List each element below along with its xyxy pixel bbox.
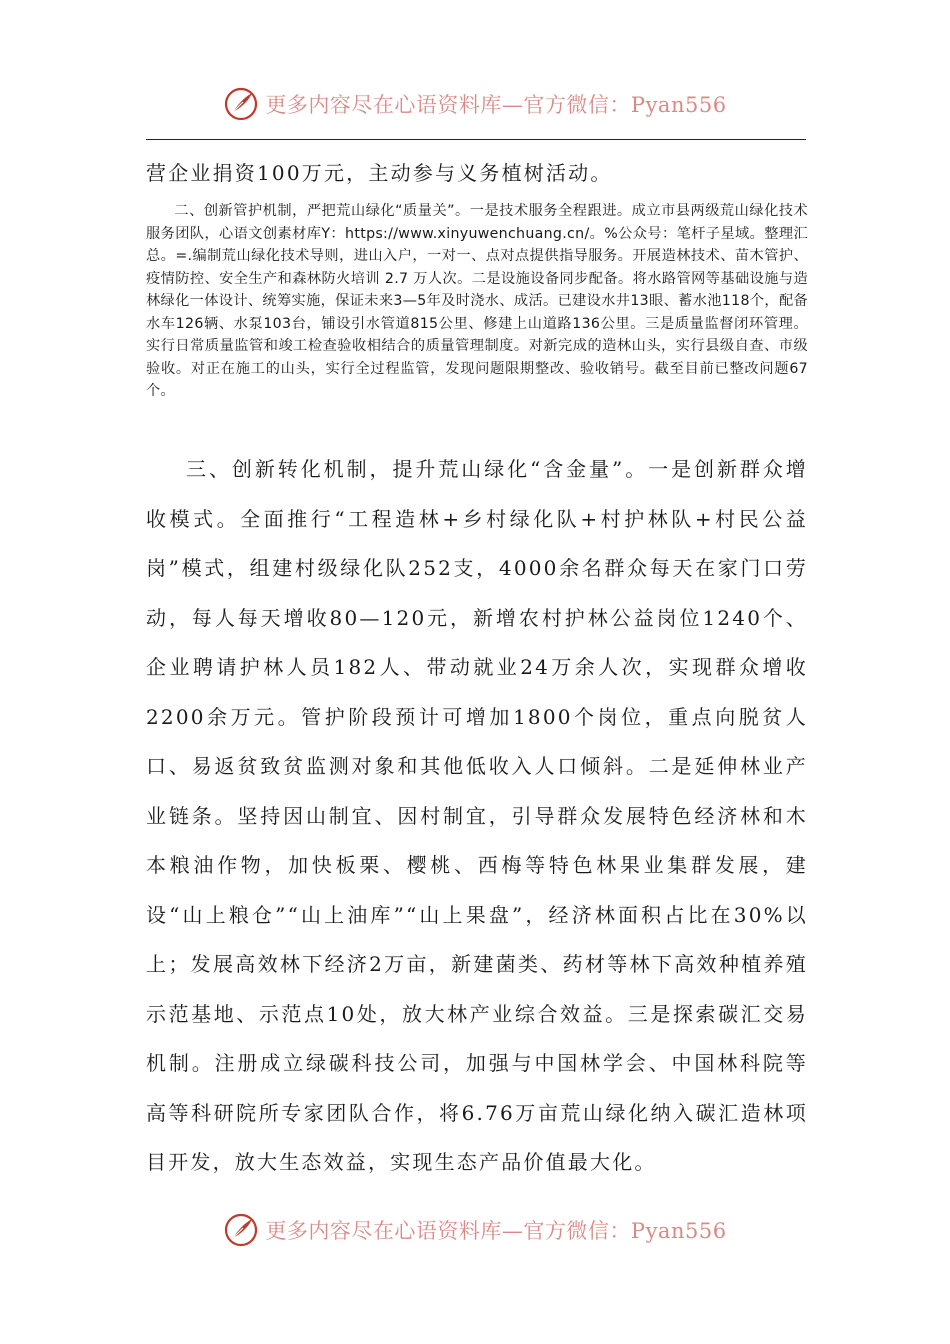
footer-banner — [0, 1208, 950, 1252]
header-divider — [146, 139, 806, 140]
paragraph-continuation — [146, 149, 808, 199]
paragraph-section-3-container — [146, 445, 808, 1188]
paragraph-section-2-container — [146, 200, 808, 403]
feather-pen-logo-icon — [223, 1212, 259, 1248]
paragraph-section-3: 三、创新转化机制，提升荒山绿化“含金量”。一是创新群众增收模式。全面推行“工程造林+乡村绿化队+村护林队+村民公益岗”模式，组建村级绿化队252支，4000余名群众每天在家门口劳动，每人每天增收80—120元，新增农村护林公益岗位1240个、企业聘请护林人员182人、带动就业24万余人次，实现群众增收2200余万元。管护阶段预计可增加1800个岗位，重点向脱贫人口、易返贫致贫监测对象和其他低收入人口倾斜。二是延伸林业产业链条。坚持因山制宜、因村制宜，引导群众发展特色经济林和木本粮油作物，加快板栗、樱桃、西梅等特色林果业集群发展，建设“山上粮仓”“山上油库”“山上果盘”，经济林面积占比在30%以上；发展高效林下经济2万亩，新建菌类、药材等林下高效种植养殖示范基地、示范点10处，放大林产业综合效益。三是探索碳汇交易机制。注册成立绿碳科技公司，加强与中国林学会、中国林科院等高等科研院所专家团队合作，将6.76万亩荒山绿化纳入碳汇造林项目开发，放大生态效益，实现生态产品价值最大化。 — [146, 457, 808, 1174]
paragraph-0: 营企业捐资100万元，主动参与义务植树活动。 — [146, 161, 613, 185]
footer-banner-text: 更多内容尽在心语资料库—官方微信：Pyan556 — [265, 1219, 727, 1243]
header-banner-text: 更多内容尽在心语资料库—官方微信：Pyan556 — [265, 93, 727, 117]
paragraph-section-2: 二、创新管护机制，严把荒山绿化“质量关”。一是技术服务全程跟进。成立市县两级荒山绿化技术服务团队，心语文创素材库Y：https://www.xinyuwenchuang.cn/。%公众号：笔杆子星域。整理汇总。=.编制荒山绿化技术导则，进山入户，一对一、点对点提供指导服务。开展造林技术、苗木管护、疫情防控、安全生产和森林防火培训 2.7 万人次。二是设施设备同步配备。将水路管网等基础设施与造林绿化一体设计、统筹实施，保证未来3—5年及时浇水、成活。已建设水井13眼、蓄水池118个，配备水车126辆、水泵103台，铺设引水管道815公里、修建上山道路136公里。三是质量监督闭环管理。实行日常质量监管和竣工检查验收相结合的质量管理制度。对新完成的造林山头，实行县级自查、市级验收。对正在施工的山头，实行全过程监管，发现问题限期整改、验收销号。截至目前已整改问题67个。 — [146, 203, 808, 399]
feather-pen-logo-icon — [223, 86, 259, 122]
header-banner — [0, 82, 950, 126]
